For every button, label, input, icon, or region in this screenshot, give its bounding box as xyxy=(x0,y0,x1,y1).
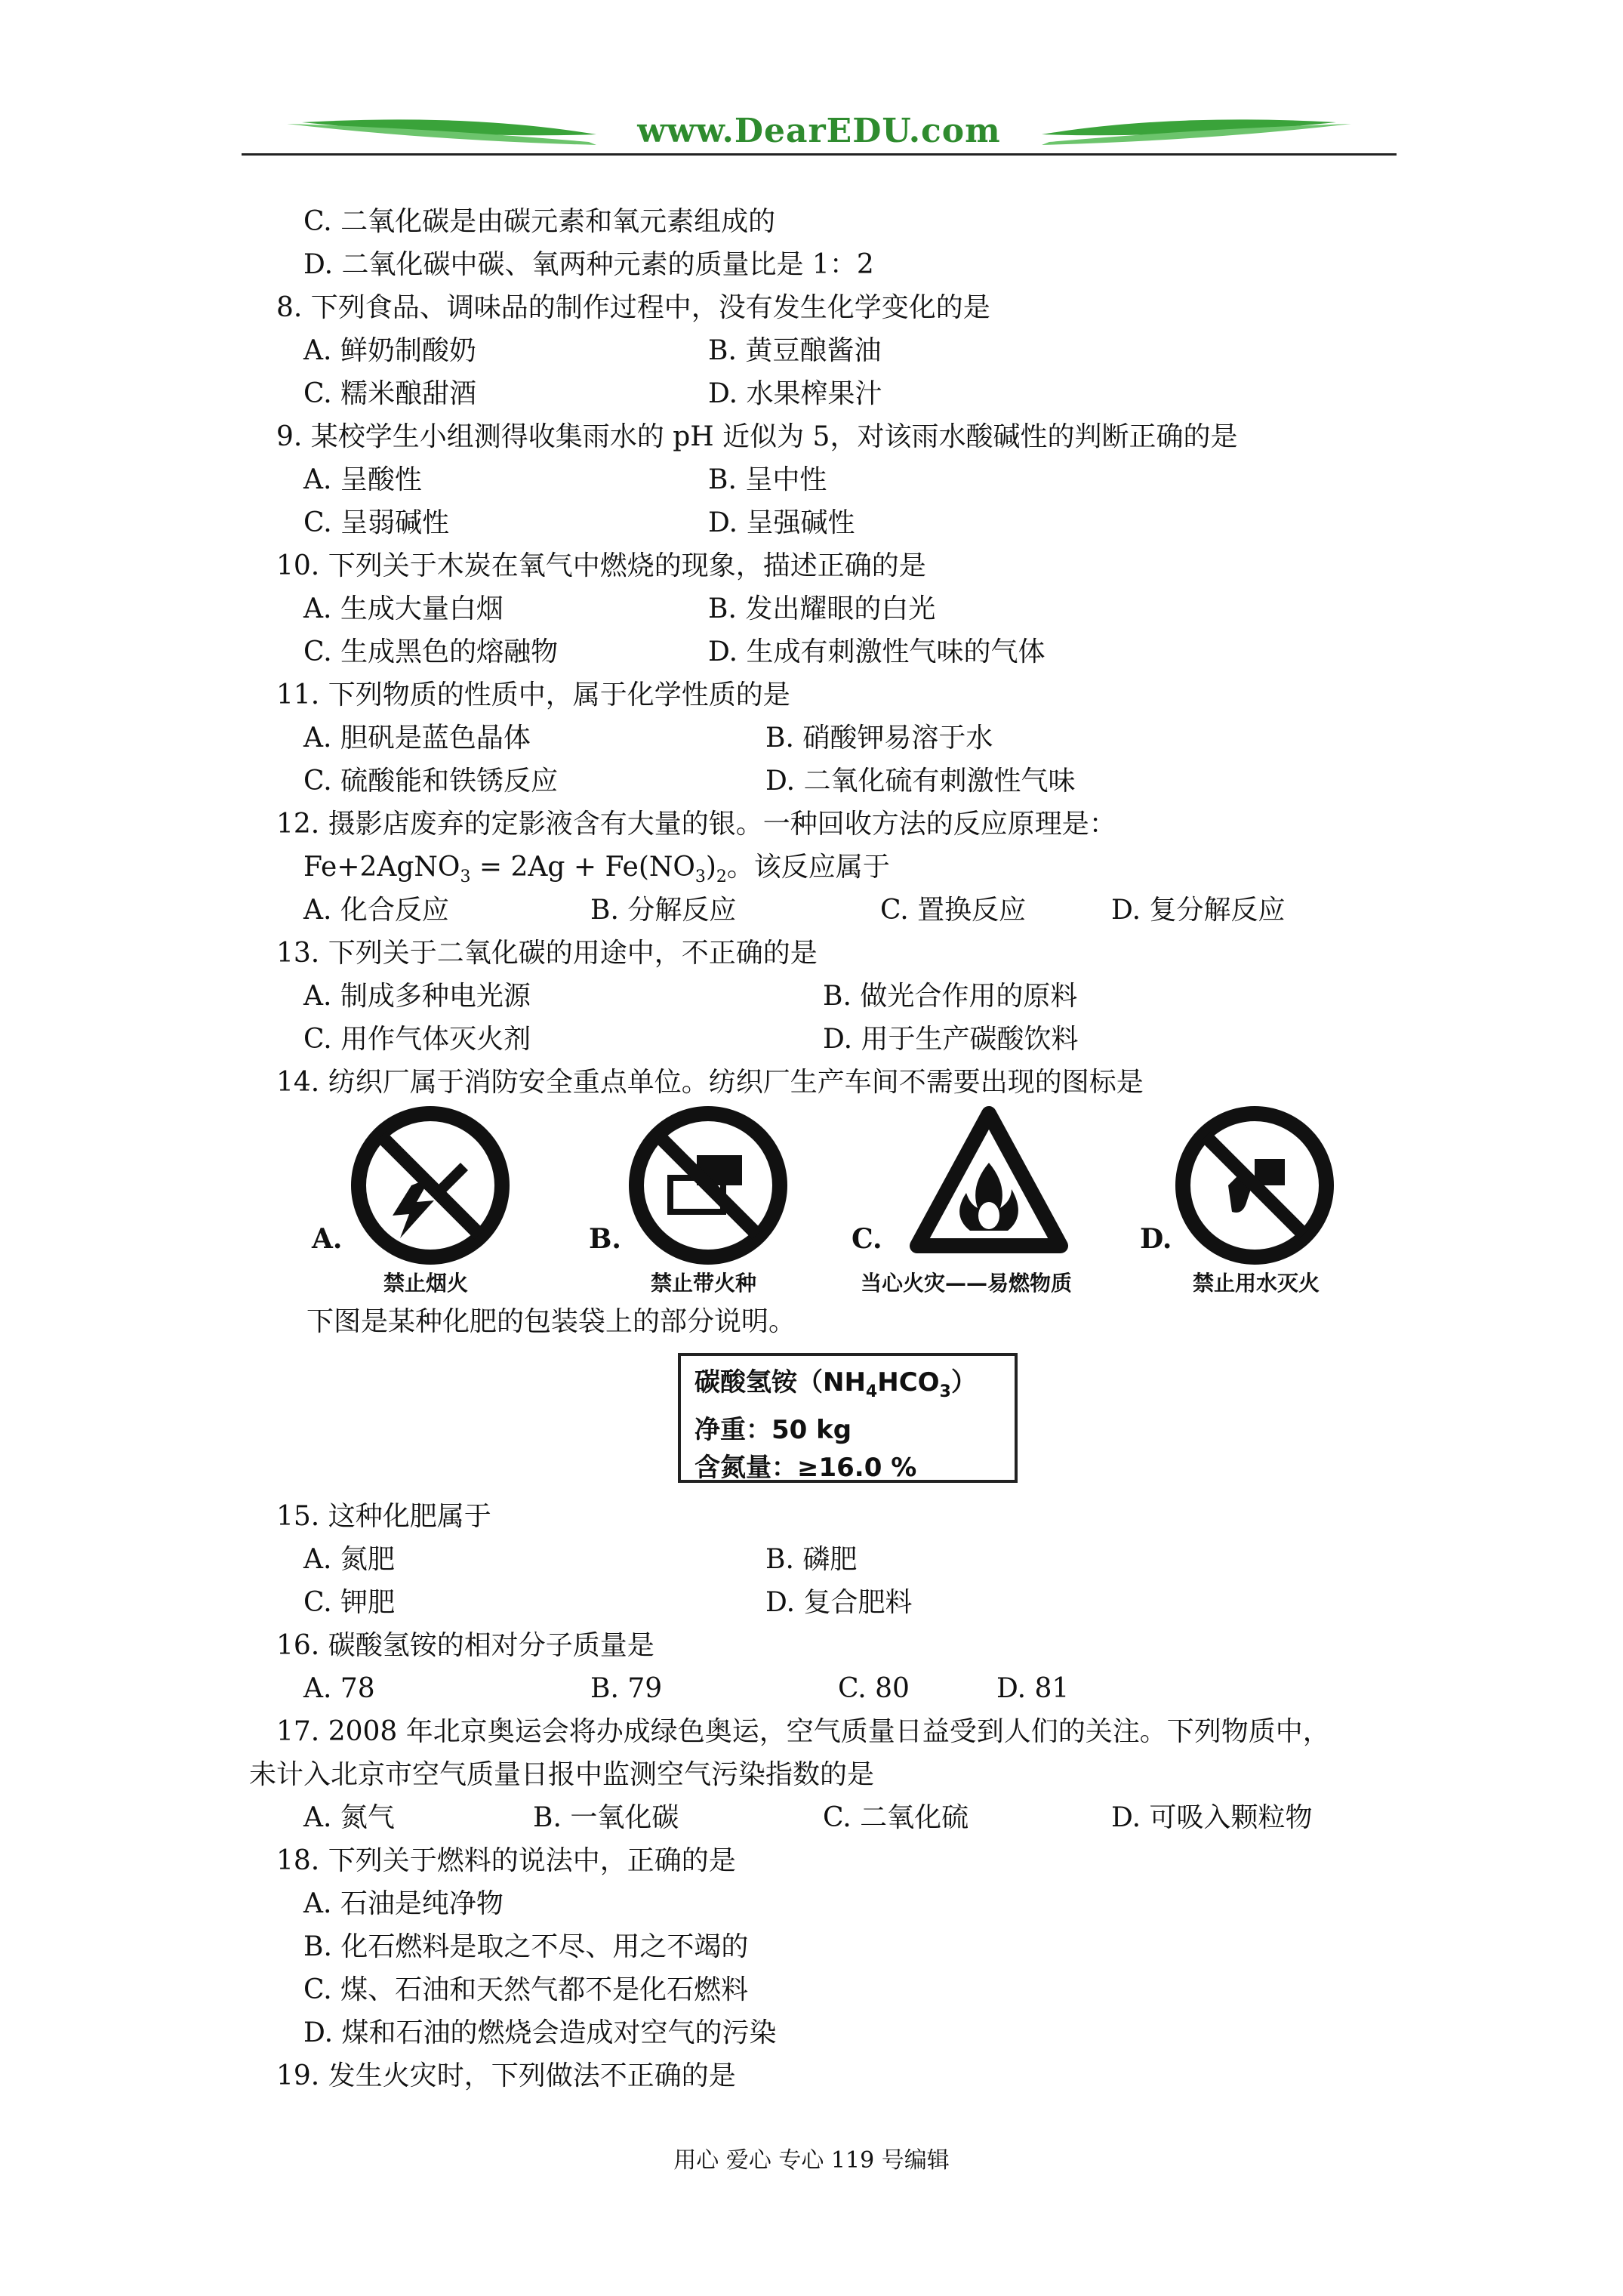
header-rule xyxy=(242,153,1397,156)
q10-option-b: B. 发出耀眼的白光 xyxy=(708,593,936,624)
site-header xyxy=(242,106,1397,166)
q18-option-b: B. 化石燃料是取之不尽、用之不竭的 xyxy=(303,1931,749,1962)
q9-option-d: D. 呈强碱性 xyxy=(708,507,855,538)
q11-option-d: D. 二氧化硫有刺激性气味 xyxy=(765,766,1076,797)
question-17: 17. 2008 年北京奥运会将办成绿色奥运，空气质量日益受到人们的关注。下列物质中， xyxy=(276,1716,1330,1747)
question-19: 19. 发生火灾时，下列做法不正确的是 xyxy=(276,2060,736,2091)
question-11: 11. 下列物质的性质中，属于化学性质的是 xyxy=(276,680,790,710)
q18-option-c: C. 煤、石油和天然气都不是化石燃料 xyxy=(303,1974,749,2005)
q18-option-d: D. 煤和石油的燃烧会造成对空气的污染 xyxy=(303,2017,777,2048)
q16-option-a: A. 78 xyxy=(303,1673,375,1704)
fertilizer-nitrogen: 含氮量：≥16.0 % xyxy=(694,1453,917,1483)
question-18: 18. 下列关于燃料的说法中，正确的是 xyxy=(276,1845,736,1876)
q16-option-c: C. 80 xyxy=(838,1673,910,1704)
question-9: 9. 某校学生小组测得收集雨水的 pH 近似为 5，对该雨水酸碱性的判断正确的是 xyxy=(276,421,1238,452)
q10-option-c: C. 生成黑色的熔融物 xyxy=(303,636,559,667)
q11-option-a: A. 胆矾是蓝色晶体 xyxy=(303,723,531,754)
q13-option-b: B. 做光合作用的原料 xyxy=(823,981,1078,1012)
fertilizer-label-box xyxy=(678,1353,1018,1483)
option-c: C. 二氧化碳是由碳元素和氧元素组成的 xyxy=(303,206,776,237)
q8-option-a: A. 鲜奶制酸奶 xyxy=(303,335,476,366)
sign-c-label: 当心火灾——易燃物质 xyxy=(861,1271,1073,1296)
question-10: 10. 下列关于木炭在氧气中燃烧的现象，描述正确的是 xyxy=(276,550,926,581)
q15-option-d: D. 复合肥料 xyxy=(765,1587,913,1618)
q8-option-b: B. 黄豆酿酱油 xyxy=(708,335,882,366)
q16-option-d: D. 81 xyxy=(996,1673,1070,1704)
sign-d-letter: D. xyxy=(1140,1223,1172,1255)
q9-option-a: A. 呈酸性 xyxy=(303,464,422,495)
q16-option-b: B. 79 xyxy=(590,1673,663,1704)
q12-option-c: C. 置换反应 xyxy=(880,895,1027,926)
sign-c-letter: C. xyxy=(852,1223,882,1255)
q13-option-a: A. 制成多种电光源 xyxy=(303,981,531,1012)
q15-option-a: A. 氮肥 xyxy=(303,1544,395,1575)
q10-option-d: D. 生成有刺激性气味的气体 xyxy=(708,636,1046,667)
q17-option-d: D. 可吸入颗粒物 xyxy=(1111,1802,1313,1833)
fertilizer-weight: 净重：50 kg xyxy=(694,1415,852,1445)
fertilizer-note: 下图是某种化肥的包装袋上的部分说明。 xyxy=(306,1306,796,1337)
q11-option-b: B. 硝酸钾易溶于水 xyxy=(765,723,993,754)
page-footer: 用心 爱心 专心 119 号编辑 xyxy=(673,2147,950,2174)
question-14: 14. 纺织厂属于消防安全重点单位。纺织厂生产车间不需要出现的图标是 xyxy=(276,1067,1144,1098)
fertilizer-name: 碳酸氢铵$(NH_4HCO_3)$ xyxy=(694,1367,977,1401)
q13-option-c: C. 用作气体灭火剂 xyxy=(303,1024,531,1055)
q15-option-c: C. 钾肥 xyxy=(303,1587,396,1618)
question-15: 15. 这种化肥属于 xyxy=(276,1501,491,1532)
question-8: 8. 下列食品、调味品的制作过程中，没有发生化学变化的是 xyxy=(276,292,990,323)
sign-d-label: 禁止用水灭火 xyxy=(1193,1271,1320,1296)
q18-option-a: A. 石油是纯净物 xyxy=(303,1888,504,1919)
q8-option-d: D. 水果榨果汁 xyxy=(708,378,882,409)
question-16: 16. 碳酸氢铵的相对分子质量是 xyxy=(276,1630,654,1661)
question-13: 13. 下列关于二氧化碳的用途中，不正确的是 xyxy=(276,938,818,969)
question-12: 12. 摄影店废弃的定影液含有大量的银。一种回收方法的反应原理是： xyxy=(276,809,1116,840)
q15-option-b: B. 磷肥 xyxy=(765,1544,858,1575)
sign-a-label: 禁止烟火 xyxy=(383,1271,469,1296)
q12-equation: Fe+2AgNO$_3$ = $2Ag + Fe(NO_3)_2$。该反应属于 xyxy=(303,852,890,886)
question-17-cont: 未计入北京市空气质量日报中监测空气污染指数的是 xyxy=(249,1759,875,1790)
option-d: D. 二氧化碳中碳、氧两种元素的质量比是 1：2 xyxy=(303,249,874,280)
sign-a-letter: A. xyxy=(312,1223,343,1255)
q10-option-a: A. 生成大量白烟 xyxy=(303,593,504,624)
q8-option-c: C. 糯米酿甜酒 xyxy=(303,378,477,409)
q13-option-d: D. 用于生产碳酸饮料 xyxy=(823,1024,1079,1055)
q12-option-d: D. 复分解反应 xyxy=(1111,895,1286,926)
q9-option-b: B. 呈中性 xyxy=(708,464,827,495)
site-logo: www.DearEDU.com xyxy=(637,112,1001,150)
q9-option-c: C. 呈弱碱性 xyxy=(303,507,450,538)
q17-option-c: C. 二氧化硫 xyxy=(823,1802,969,1833)
q12-option-a: A. 化合反应 xyxy=(303,895,449,926)
sign-b-letter: B. xyxy=(589,1223,621,1255)
q17-option-b: B. 一氧化碳 xyxy=(533,1802,679,1833)
sign-b-label: 禁止带火种 xyxy=(651,1271,757,1296)
q12-option-b: B. 分解反应 xyxy=(590,895,737,926)
q17-option-a: A. 氮气 xyxy=(303,1802,395,1833)
q11-option-c: C. 硫酸能和铁锈反应 xyxy=(303,766,559,797)
